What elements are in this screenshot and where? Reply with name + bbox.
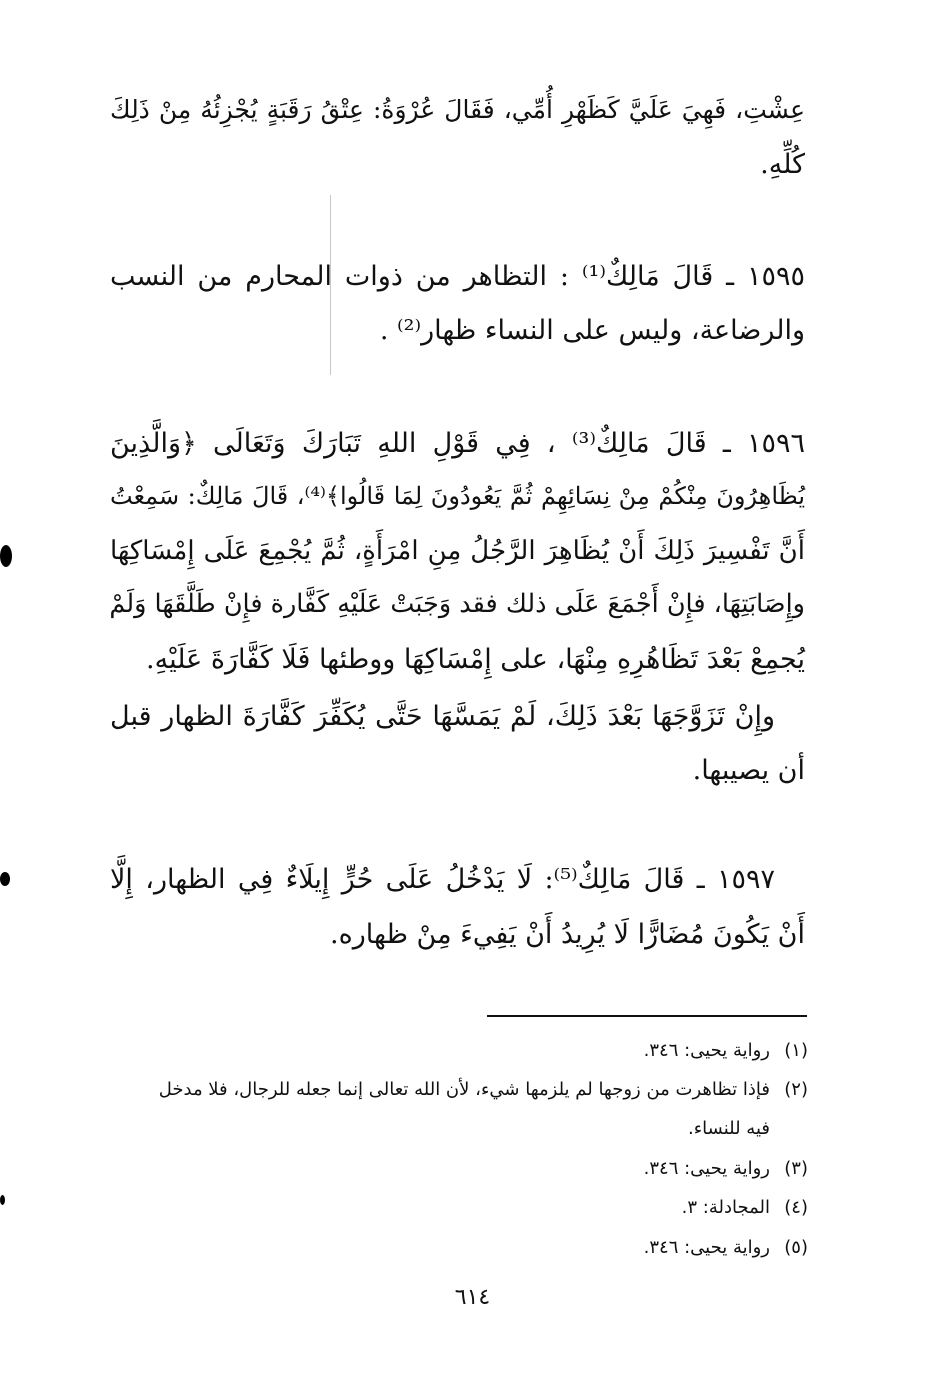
footnote-text: رواية يحيى: ٣٤٦. [643, 1237, 770, 1258]
footnote [688, 1120, 808, 1138]
footnote-number: (٢) [784, 1079, 808, 1100]
text-line: ١٥٩٥ ـ قَالَ مَالِكٌ⁽¹⁾ : التظاهر من ذوات المحارم من النسب [110, 261, 805, 292]
footnote-text: فيه للنساء. [687, 1118, 770, 1139]
footnote-text: رواية يحيى: ٣٤٦. [643, 1158, 770, 1179]
footnote [644, 1042, 808, 1060]
text-line: والرضاعة، وليس على النساء ظهار⁽²⁾ . [379, 315, 805, 346]
footnote [682, 1199, 808, 1217]
text-line: أَنَّ تَفْسِيرَ ذَلِكَ أَنْ يُظَاهِرَ الرَّجُلُ مِنِ امْرَأَةٍ، ثُمَّ يُجْمِعَ عَلَى إِمْسَاكِهَا [110, 536, 805, 566]
text-line: يُجمِعْ بَعْدَ تَظَاهُرِهِ مِنْهَا، على إِمْسَاكِهَا ووطئها فَلَا كَفَّارَةَ عَلَيْهِ. [146, 644, 805, 675]
footnote-number: (٥) [784, 1237, 808, 1258]
text-line: كُلِّهِ. [760, 149, 805, 180]
text-line: أن يصيبها. [692, 755, 805, 786]
footnote-number: (٣) [784, 1158, 808, 1179]
text-line: ١٥٩٦ ـ قَالَ مَالِكٌ⁽³⁾ ، فِي قَوْلِ اللهِ تَبَارَكَ وَتَعَالَى ﴿وَالَّذِينَ [110, 428, 805, 459]
scan-edge-mark [0, 1195, 5, 1205]
scan-edge-mark [0, 545, 12, 567]
text-line: أَنْ يَكُونَ مُضَارًّا لَا يُرِيدُ أَنْ يَفِيءَ مِنْ ظهاره. [330, 919, 805, 950]
text-line: عِشْتِ، فَهِيَ عَلَيَّ كَظَهْرِ أُمِّي، فَقَالَ عُرْوَةُ: عِتْقُ رَقَبَةٍ يُجْزِئُهُ مِنْ ذَلِكَ [110, 95, 805, 124]
text-line: ١٥٩٧ ـ قَالَ مَالِكٌ⁽⁵⁾: لَا يَدْخُلُ عَلَى حُرٍّ إِيلَاءٌ فِي الظهار، إِلَّا [110, 864, 775, 895]
text-line: يُظَاهِرُونَ مِنْكُمْ مِنْ نِسَائِهِمْ ثُمَّ يَعُودُونَ لِمَا قَالُوا﴾⁽⁴⁾، قَالَ مَالِكٌ: سَمِعْتُ [110, 482, 806, 510]
page-number: ٦١٤ [454, 1285, 491, 1310]
footnote-number: (٤) [784, 1197, 808, 1218]
footnote [159, 1081, 808, 1099]
footnote-text: المجادلة: ٣. [681, 1197, 770, 1218]
text-line: وإِنْ تَزَوَّجَهَا بَعْدَ ذَلِكَ، لَمْ يَمَسَّهَا حَتَّى يُكَفِّرَ كَفَّارَةَ الظهار قبل [110, 701, 775, 732]
text-line: وإِصَابَتِهَا، فإِنْ أَجْمَعَ عَلَى ذلك فقد وَجَبَتْ عَلَيْهِ كَفَّارة فإِنْ طَلَّقَهَا وَلَمْ [109, 589, 805, 619]
footnote [644, 1239, 808, 1257]
footnote [644, 1160, 808, 1178]
footnote-separator [487, 1015, 807, 1017]
scan-edge-mark [0, 872, 10, 886]
footnote-number: (١) [784, 1040, 808, 1061]
footnote-text: رواية يحيى: ٣٤٦. [643, 1040, 770, 1061]
footnote-text: فإذا تظاهرت من زوجها لم يلزمها شيء، لأن الله تعالى إنما جعله للرجال، فلا مدخل [158, 1079, 770, 1100]
